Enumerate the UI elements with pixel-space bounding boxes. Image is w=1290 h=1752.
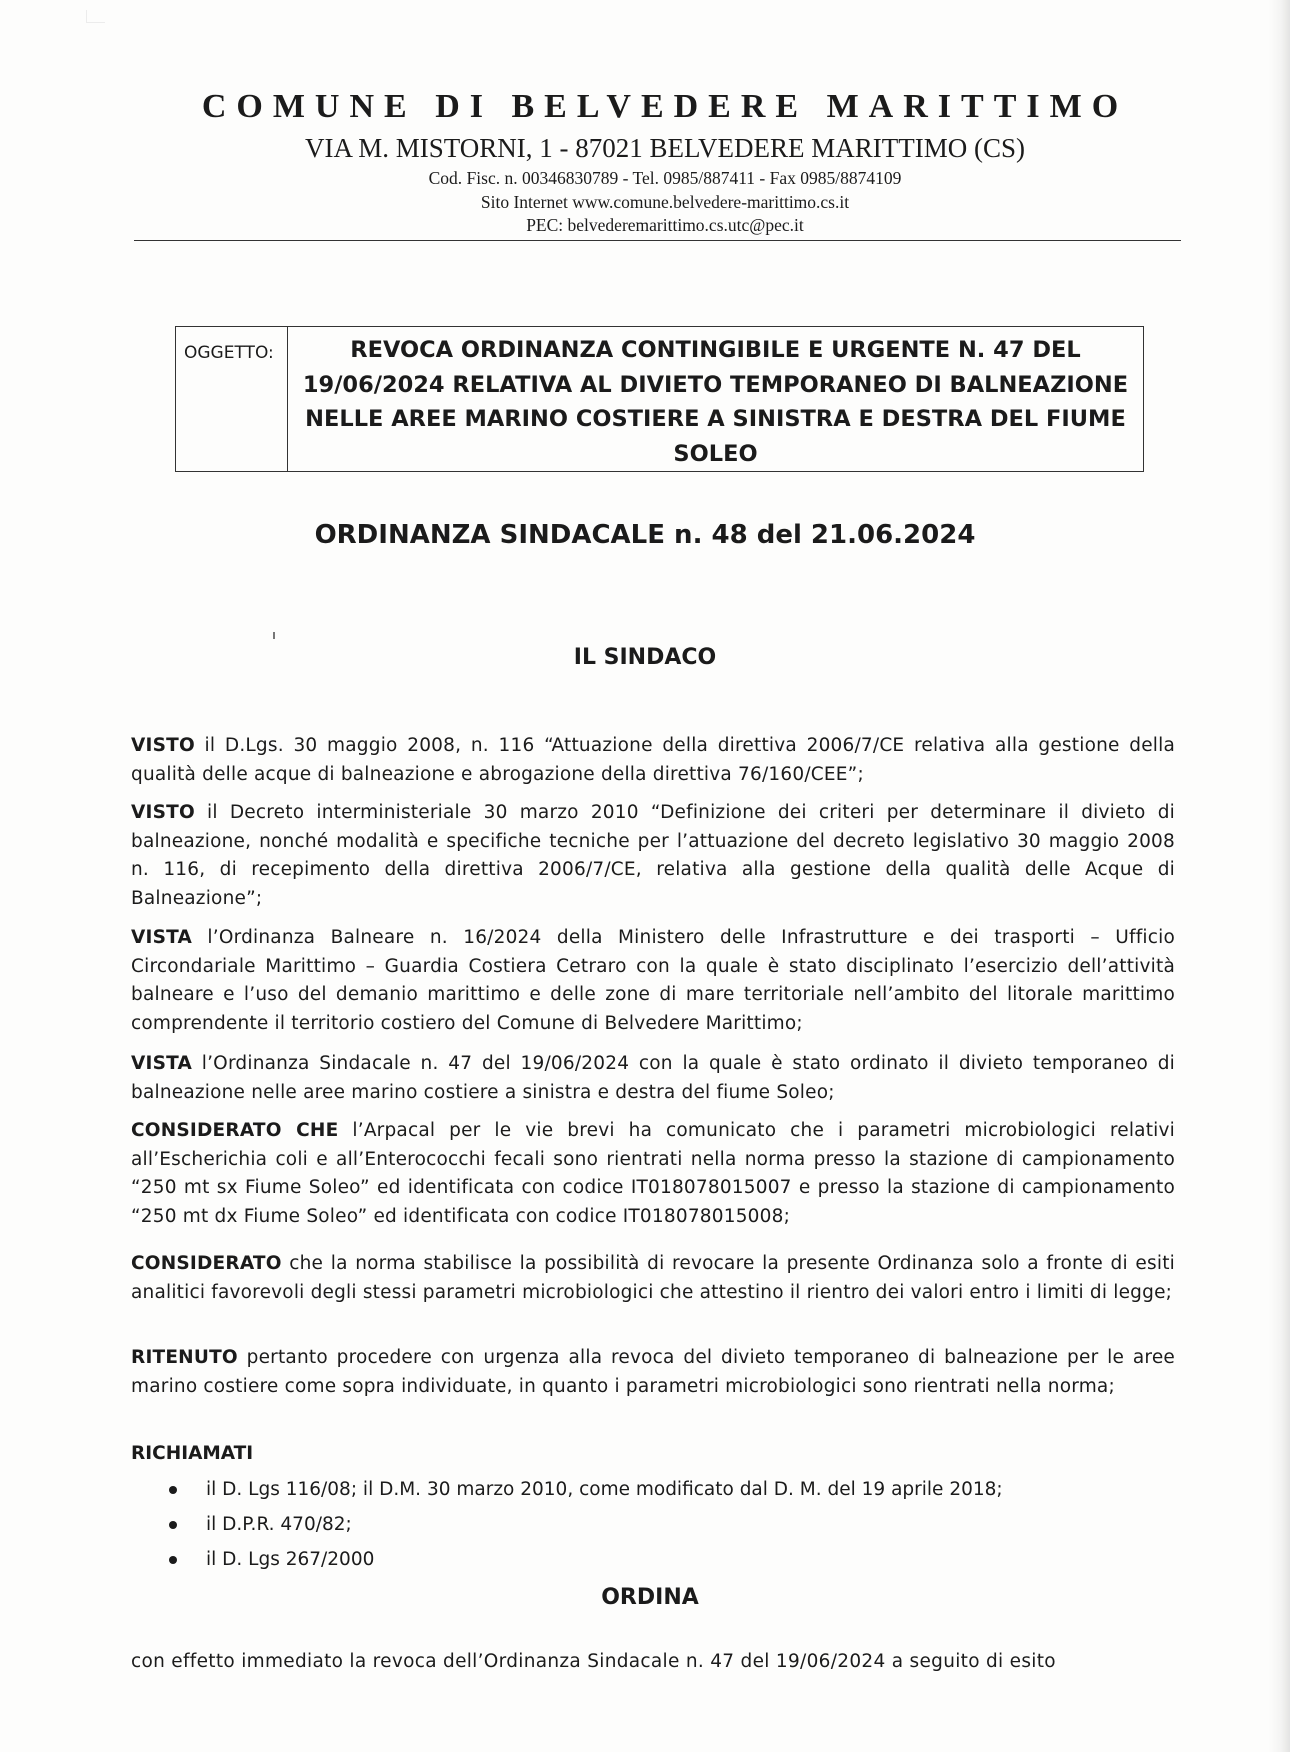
subject-label: OGGETTO: (176, 327, 288, 471)
header-divider (134, 240, 1181, 241)
paragraph-considerato (131, 1250, 1175, 1307)
paragraph-text: pertanto procedere con urgenza alla revoca del divieto temporaneo di balneazione per le aree marino costiere come sopra individuate, in quanto i parametri microbiologici sono rientrati nella norma; (131, 1347, 1175, 1397)
municipality-contacts: Cod. Fisc. n. 00346830789 - Tel. 0985/887411 - Fax 0985/8874109 (428, 168, 902, 188)
paragraph-lead: CONSIDERATO CHE (131, 1120, 339, 1141)
scan-artifact (86, 10, 105, 23)
paragraph-text: il Decreto interministeriale 30 marzo 2010 “Definizione dei criteri per determinare il divieto di balneazione, nonché modalità e specifiche tecniche per l’attuazione del decreto legislativo 30 maggio 2008 n. 116, di recepimento della direttiva 2006/7/CE, relativa alla gestione della qualità delle Acque di Balneazione”; (131, 802, 1175, 909)
paragraph-lead: RITENUTO (131, 1347, 238, 1368)
paragraph-lead: VISTA (131, 1053, 193, 1074)
subject-line: SOLEO (673, 440, 758, 467)
municipality-website: Sito Internet www.comune.belvedere-marittimo.cs.it (480, 192, 850, 212)
ordina-text: con effetto immediato la revoca dell’Ordinanza Sindacale n. 47 del 19/06/2024 a seguito di esito (131, 1651, 1056, 1672)
subject-line: 19/06/2024 RELATIVA AL DIVIETO TEMPORANEO DI BALNEAZIONE (302, 371, 1129, 398)
ordinance-title: ORDINANZA SINDACALE n. 48 del 21.06.2024 (314, 520, 976, 550)
bullet-icon (169, 1486, 177, 1494)
paragraph-visto-1 (131, 732, 1175, 789)
list-item: il D. Lgs 267/2000 (166, 1546, 1003, 1581)
paragraph-considerato-che (131, 1117, 1175, 1231)
list-item: il D.P.R. 470/82; (166, 1511, 1003, 1546)
paragraph-text: che la norma stabilisce la possibilità di revocare la presente Ordinanza solo a fronte di esiti analitici favorevoli degli stessi parametri microbiologici che attestino il rientro dei valori entro i limiti di legge; (131, 1253, 1175, 1303)
bullet-icon (169, 1556, 177, 1564)
paragraph-text: l’Arpacal per le vie brevi ha comunicato che i parametri microbiologici relativi all’Escherichia coli e all’Enterococchi fecali sono rientrati nella norma presso la stazione di campionamento “250 mt sx Fiume Soleo” ed identificata con codice IT018078015007 e presso la stazione di campionamento “250 mt dx Fiume Soleo” ed identificata con codice IT018078015008; (131, 1120, 1175, 1227)
municipality-title: COMUNE DI BELVEDERE MARITTIMO (201, 88, 1129, 125)
scan-mark (273, 632, 275, 639)
paragraph-lead: VISTO (131, 735, 195, 756)
subject-text (288, 333, 1143, 471)
page-edge-shadow (1268, 0, 1290, 1752)
paragraph-text: il D.Lgs. 30 maggio 2008, n. 116 “Attuazione della direttiva 2006/7/CE relativa alla gestione della qualità delle acque di balneazione e abrogazione della direttiva 76/160/CEE”; (131, 735, 1175, 785)
subject-box (175, 326, 1144, 472)
municipality-pec: PEC: belvederemarittimo.cs.utc@pec.it (526, 215, 804, 235)
list-item: il D. Lgs 116/08; il D.M. 30 marzo 2010, come modificato dal D. M. del 19 aprile 2018; (166, 1476, 1003, 1511)
ordina-heading: ORDINA (601, 1585, 699, 1610)
authority-heading: IL SINDACO (573, 645, 717, 670)
richiamati-heading: RICHIAMATI (131, 1443, 254, 1464)
richiamati-list (166, 1476, 1003, 1581)
paragraph-text: l’Ordinanza Sindacale n. 47 del 19/06/2024 con la quale è stato ordinato il divieto temporaneo di balneazione nelle aree marino costiere a sinistra e destra del fiume Soleo; (131, 1053, 1175, 1103)
paragraph-vista-2 (131, 1050, 1175, 1107)
subject-line: REVOCA ORDINANZA CONTINGIBILE E URGENTE N. 47 DEL (350, 337, 1081, 363)
paragraph-vista-1 (131, 924, 1175, 1038)
paragraph-lead: VISTO (131, 802, 195, 823)
paragraph-ritenuto (131, 1344, 1175, 1401)
paragraph-lead: CONSIDERATO (131, 1253, 282, 1274)
paragraph-lead: VISTA (131, 927, 193, 948)
paragraph-visto-2 (131, 799, 1175, 913)
subject-line: NELLE AREE MARINO COSTIERE A SINISTRA E DESTRA DEL FIUME (305, 406, 1126, 432)
municipality-address: VIA M. MISTORNI, 1 - 87021 BELVEDERE MARITTIMO (CS) (304, 133, 1025, 163)
bullet-icon (169, 1521, 177, 1529)
paragraph-text: l’Ordinanza Balneare n. 16/2024 della Ministero delle Infrastrutture e dei trasporti – Ufficio Circondariale Marittimo – Guardia Costiera Cetraro con la quale è stato disciplinato l’esercizio dell’attività balneare e l’uso del demanio marittimo e delle zone di mare territoriale nell’ambito del litorale marittimo comprendente il territorio costiero del Comune di Belvedere Marittimo; (131, 927, 1175, 1034)
